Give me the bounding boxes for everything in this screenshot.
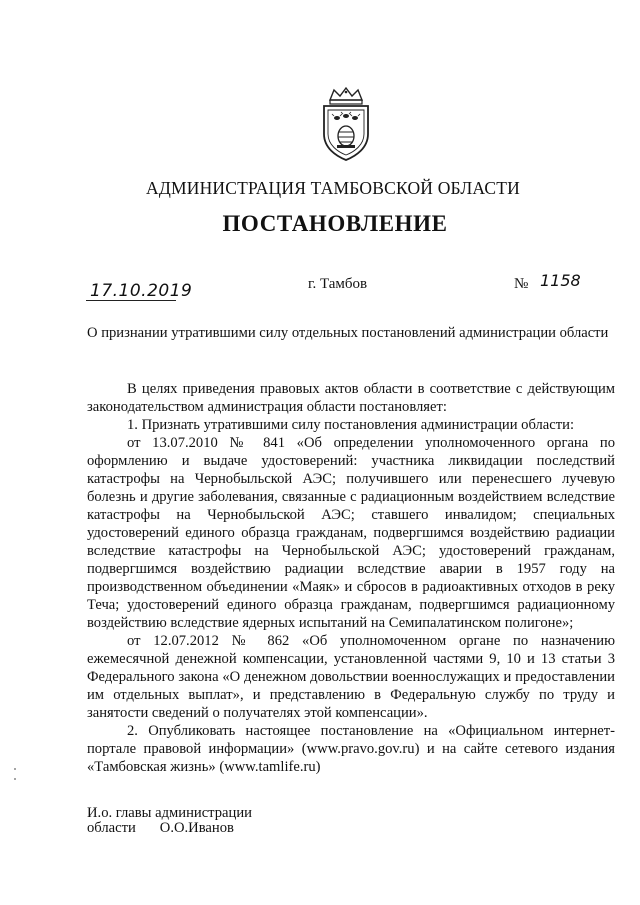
document-city: г. Тамбов — [308, 276, 368, 292]
body-paragraph: от 13.07.2010 № 841 «Об определении уполномоченного органа по оформлению и выдаче удостоверений: участника ликвидации последствий катастрофы на Чернобыльской АЭС; получившего или перенесшего лучевую болезнь и другие заболевания, связанные с радиационным воздействием вследствие катастрофы на Чернобыльской АЭС; ставшего инвалидом; специальных удостоверений единого образца гражданам, подвергшимся воздействию радиации вследствие катастрофы на Чернобыльской АЭС; удостоверений гражданам, подвергшимся воздействию радиации вследствие аварии в 1957 году на производственном объединении «Маяк» и сбросов в радиоактивных отходов в реку Теча; удостоверений единого образца гражданам, подвергшимся радиационному воздействию вследствие ядерных испытаний на Семипалатинском полигоне»; — [87, 435, 615, 631]
scan-speck — [14, 768, 16, 770]
document-date: 17.10.2019 — [90, 281, 193, 301]
signatory-position-line1: И.о. главы администрации — [87, 805, 252, 821]
number-sign: № — [514, 276, 529, 292]
body-paragraph: 2. Опубликовать настоящее постановление на «Официальном интернет-портале правовой информации» (www.pravo.gov.ru) и на сайте сетевого издания «Тамбовская жизнь» (www.tamlife.ru) — [87, 723, 615, 775]
body-paragraph: 1. Признать утратившими силу постановления администрации области: — [127, 417, 574, 433]
body-paragraph: от 12.07.2012 № 862 «Об уполномоченном органе по назначению ежемесячной денежной компенсации, установленной частями 9, 10 и 13 статьи 3 Федерального закона «О денежном довольствии военнослужащих и предоставлении им отдельных выплат», и представлению в Федеральную службу по труду и занятости сведений о получателях этой компенсации». — [87, 633, 615, 721]
signatory-name: О.О.Иванов — [159, 820, 234, 836]
date-underline — [86, 300, 176, 301]
signature-block — [87, 806, 252, 836]
scan-speck — [14, 778, 16, 780]
document-type-title: ПОСТАНОВЛЕНИЕ — [222, 211, 448, 236]
organization-name: АДМИНИСТРАЦИЯ ТАМБОВСКОЙ ОБЛАСТИ — [146, 178, 520, 198]
coat-of-arms-icon — [318, 86, 374, 162]
signature-row — [87, 821, 252, 836]
document-number: 1158 — [540, 271, 581, 290]
document-body — [87, 380, 615, 776]
document-subject: О признании утратившими силу отдельных постановлений администрации области — [87, 325, 609, 341]
signatory-position-line2: области — [87, 820, 136, 836]
body-paragraph: В целях приведения правовых актов области в соответствие с действующим законодательством администрация области постановляет: — [87, 381, 615, 415]
